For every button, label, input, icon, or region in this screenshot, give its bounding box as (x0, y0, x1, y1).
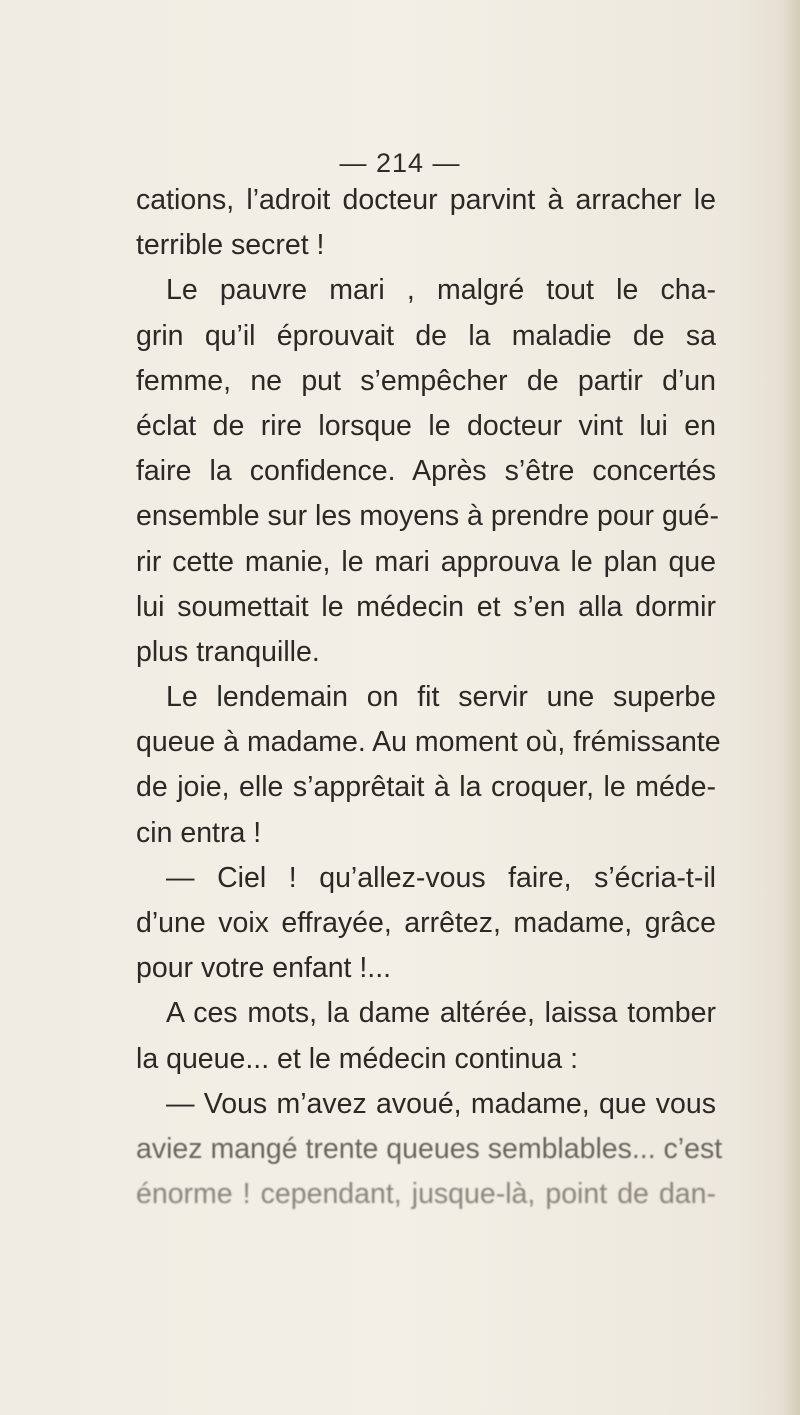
body-text (136, 178, 723, 1217)
text-line: éclat de rire lorsque le docteur vint lui en (136, 409, 716, 442)
text-line: — Vous m’avez avoué, madame, que vous (166, 1087, 716, 1120)
text-line: cations, l’adroit docteur parvint à arracher le (136, 184, 716, 216)
text-line: — Ciel ! qu’allez-vous faire, s’écria-t-il (166, 861, 716, 894)
text-line: pour votre enfant !... (136, 952, 392, 985)
text-line: femme, ne put s’empêcher de partir d’un (136, 364, 716, 397)
text-line: ensemble sur les moyens à prendre pour gué- (136, 500, 719, 533)
text-line: aviez mangé trente queues semblables... c’est (136, 1132, 723, 1165)
text-line: d’une voix effrayée, arrêtez, madame, grâce (136, 907, 716, 939)
text-line: la queue... et le médecin continua : (136, 1042, 579, 1075)
text-line: cin entra ! (136, 816, 262, 849)
text-line: énorme ! cependant, jusque-là, point de dan- (136, 1178, 716, 1211)
text-line: A ces mots, la dame altérée, laissa tomber (166, 997, 716, 1030)
text-line: grin qu’il éprouvait de la maladie de sa (136, 319, 716, 352)
page-edge (782, 0, 800, 1415)
text-line: faire la confidence. Après s’être concertés (136, 455, 716, 488)
text-line: de joie, elle s’apprêtait à la croquer, le méde- (136, 771, 716, 804)
text-line: Le pauvre mari , malgré tout le cha- (166, 274, 716, 307)
page-number: — 214 — (339, 148, 461, 178)
text-line: Le lendemain on fit servir une superbe (166, 681, 716, 714)
text-line: plus tranquille. (136, 635, 320, 668)
text-line: lui soumettait le médecin et s’en alla dormir (136, 590, 716, 623)
text-line: rir cette manie, le mari approuva le plan que (136, 545, 716, 578)
text-line: terrible secret ! (136, 229, 325, 262)
text-line: queue à madame. Au moment où, frémissante (136, 726, 721, 759)
